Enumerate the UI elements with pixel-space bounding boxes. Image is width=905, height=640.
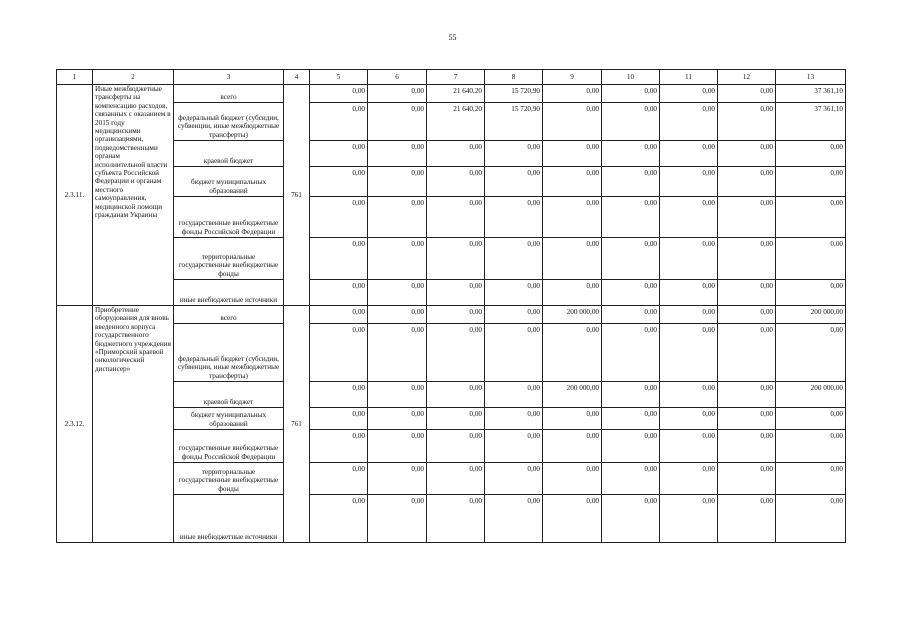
value-cell: 0,00 (310, 463, 368, 495)
value-cell: 37 361,10 (776, 85, 846, 103)
item-code: 2.3.11. (57, 85, 93, 306)
value-cell: 0,00 (427, 167, 485, 197)
table-row (57, 430, 846, 463)
value-cell: 200 000,00 (543, 382, 602, 408)
value-cell: 0,00 (660, 141, 718, 167)
value-cell: 0,00 (776, 280, 846, 306)
funding-source: федеральный бюджет (субсидии, субвенции, иные межбюджетные трансферты) (174, 324, 284, 382)
value-cell: 0,00 (602, 238, 660, 280)
funding-source: территориальные государственные внебюджетные фонды (174, 463, 284, 495)
value-cell: 0,00 (718, 463, 776, 495)
value-cell: 0,00 (310, 280, 368, 306)
value-cell: 0,00 (485, 141, 543, 167)
value-cell: 0,00 (427, 382, 485, 408)
value-cell: 0,00 (485, 430, 543, 463)
value-cell: 0,00 (543, 167, 602, 197)
table-row (57, 408, 846, 430)
table-body (57, 70, 846, 543)
value-cell: 0,00 (543, 495, 602, 543)
value-cell: 0,00 (543, 463, 602, 495)
value-cell: 0,00 (310, 324, 368, 382)
value-cell: 0,00 (368, 430, 427, 463)
page-number: 55 (448, 33, 457, 42)
value-cell: 0,00 (776, 141, 846, 167)
value-cell: 0,00 (427, 324, 485, 382)
value-cell: 0,00 (660, 238, 718, 280)
value-cell: 0,00 (368, 103, 427, 141)
header-cell: 4 (284, 70, 310, 85)
value-cell: 0,00 (718, 103, 776, 141)
funding-source: бюджет муниципальных образований (174, 167, 284, 197)
value-cell: 0,00 (718, 197, 776, 238)
value-cell: 0,00 (602, 463, 660, 495)
value-cell: 0,00 (368, 238, 427, 280)
value-cell: 0,00 (718, 306, 776, 324)
value-cell: 0,00 (485, 238, 543, 280)
value-cell: 0,00 (368, 463, 427, 495)
header-cell: 9 (543, 70, 602, 85)
value-cell: 0,00 (543, 197, 602, 238)
value-cell: 15 720,90 (485, 85, 543, 103)
value-cell: 0,00 (485, 495, 543, 543)
value-cell: 0,00 (427, 141, 485, 167)
value-cell: 21 640,20 (427, 85, 485, 103)
value-cell: 0,00 (660, 306, 718, 324)
header-cell: 1 (57, 70, 93, 85)
value-cell: 0,00 (602, 306, 660, 324)
value-cell: 0,00 (660, 495, 718, 543)
value-cell: 0,00 (485, 382, 543, 408)
value-cell: 0,00 (660, 408, 718, 430)
value-cell: 0,00 (776, 197, 846, 238)
value-cell: 200 000,00 (543, 306, 602, 324)
funding-source: всего (174, 85, 284, 103)
funding-source: государственные внебюджетные фонды Российской Федерации (174, 430, 284, 463)
value-cell: 0,00 (543, 430, 602, 463)
value-cell: 0,00 (310, 238, 368, 280)
value-cell: 0,00 (718, 238, 776, 280)
header-cell: 10 (602, 70, 660, 85)
table-row (57, 495, 846, 543)
value-cell: 0,00 (427, 495, 485, 543)
value-cell: 0,00 (310, 408, 368, 430)
header-cell: 11 (660, 70, 718, 85)
value-cell: 0,00 (485, 167, 543, 197)
funding-source: федеральный бюджет (субсидии, субвенции, иные межбюджетные трансферты) (174, 103, 284, 141)
table-row (57, 103, 846, 141)
value-cell: 0,00 (368, 408, 427, 430)
value-cell: 0,00 (310, 382, 368, 408)
value-cell: 0,00 (310, 306, 368, 324)
value-cell: 0,00 (310, 167, 368, 197)
value-cell: 0,00 (718, 382, 776, 408)
value-cell: 0,00 (776, 238, 846, 280)
item-name: Иные межбюджетные трансферты на компенсацию расходов, связанных с оказанием в 2015 году медицинскими организациями, подведомственными органам исполнительной власти субъекта Российской Федерации и органам местного самоуправления, медицинской помощи гражданам Украины (93, 85, 174, 306)
value-cell: 200 000,00 (776, 306, 846, 324)
funding-source: иные внебюджетные источники (174, 280, 284, 306)
funding-source: краевой бюджет (174, 382, 284, 408)
value-cell: 0,00 (427, 280, 485, 306)
value-cell: 0,00 (602, 167, 660, 197)
value-cell: 0,00 (660, 197, 718, 238)
value-cell: 0,00 (368, 306, 427, 324)
table-row (57, 306, 846, 324)
value-cell: 37 361,10 (776, 103, 846, 141)
table-header-row (57, 70, 846, 85)
value-cell: 0,00 (602, 103, 660, 141)
header-cell: 13 (776, 70, 846, 85)
value-cell: 0,00 (368, 141, 427, 167)
value-cell: 0,00 (602, 495, 660, 543)
value-cell: 0,00 (368, 324, 427, 382)
budget-code: 761 (284, 85, 310, 306)
value-cell: 0,00 (718, 141, 776, 167)
table-row (57, 382, 846, 408)
value-cell: 0,00 (485, 197, 543, 238)
value-cell: 0,00 (776, 324, 846, 382)
value-cell: 0,00 (310, 103, 368, 141)
value-cell: 0,00 (602, 280, 660, 306)
item-code: 2.3.12. (57, 306, 93, 543)
funding-source: государственные внебюджетные фонды Российской Федерации (174, 197, 284, 238)
value-cell: 0,00 (310, 85, 368, 103)
value-cell: 21 640,20 (427, 103, 485, 141)
funding-source: всего (174, 306, 284, 324)
value-cell: 0,00 (660, 382, 718, 408)
value-cell: 0,00 (368, 382, 427, 408)
header-cell: 12 (718, 70, 776, 85)
budget-code: 761 (284, 306, 310, 543)
value-cell: 0,00 (660, 103, 718, 141)
value-cell: 0,00 (602, 324, 660, 382)
value-cell: 0,00 (776, 167, 846, 197)
value-cell: 0,00 (368, 85, 427, 103)
value-cell: 0,00 (543, 103, 602, 141)
value-cell: 0,00 (660, 463, 718, 495)
value-cell: 0,00 (543, 85, 602, 103)
table-row (57, 85, 846, 103)
header-cell: 5 (310, 70, 368, 85)
value-cell: 0,00 (718, 495, 776, 543)
header-cell: 3 (174, 70, 284, 85)
value-cell: 0,00 (718, 85, 776, 103)
table-row (57, 167, 846, 197)
value-cell: 200 000,00 (776, 382, 846, 408)
value-cell: 0,00 (602, 382, 660, 408)
header-cell: 6 (368, 70, 427, 85)
header-cell: 8 (485, 70, 543, 85)
header-cell: 2 (93, 70, 174, 85)
value-cell: 0,00 (427, 408, 485, 430)
table-row (57, 238, 846, 280)
value-cell: 0,00 (776, 408, 846, 430)
value-cell: 0,00 (776, 430, 846, 463)
funding-source: бюджет муниципальных образований (174, 408, 284, 430)
table-row (57, 324, 846, 382)
value-cell: 0,00 (602, 197, 660, 238)
value-cell: 0,00 (485, 324, 543, 382)
value-cell: 0,00 (368, 167, 427, 197)
budget-table (56, 69, 846, 543)
value-cell: 0,00 (543, 408, 602, 430)
value-cell: 0,00 (602, 408, 660, 430)
value-cell: 0,00 (485, 463, 543, 495)
value-cell: 0,00 (485, 408, 543, 430)
funding-source: территориальные государственные внебюджетные фонды (174, 238, 284, 280)
value-cell: 0,00 (310, 430, 368, 463)
value-cell: 0,00 (602, 430, 660, 463)
value-cell: 0,00 (718, 324, 776, 382)
value-cell: 0,00 (776, 495, 846, 543)
funding-source: иные внебюджетные источники (174, 495, 284, 543)
value-cell: 0,00 (368, 280, 427, 306)
value-cell: 0,00 (427, 238, 485, 280)
value-cell: 0,00 (310, 197, 368, 238)
value-cell: 0,00 (660, 324, 718, 382)
header-cell: 7 (427, 70, 485, 85)
value-cell: 0,00 (427, 197, 485, 238)
value-cell: 0,00 (427, 463, 485, 495)
value-cell: 0,00 (485, 306, 543, 324)
table-row (57, 197, 846, 238)
funding-source: краевой бюджет (174, 141, 284, 167)
value-cell: 0,00 (310, 495, 368, 543)
value-cell: 0,00 (718, 280, 776, 306)
value-cell: 0,00 (543, 141, 602, 167)
value-cell: 0,00 (602, 141, 660, 167)
value-cell: 0,00 (543, 238, 602, 280)
value-cell: 0,00 (660, 430, 718, 463)
value-cell: 0,00 (660, 167, 718, 197)
value-cell: 15 720,90 (485, 103, 543, 141)
value-cell: 0,00 (427, 306, 485, 324)
value-cell: 0,00 (602, 85, 660, 103)
value-cell: 0,00 (718, 167, 776, 197)
value-cell: 0,00 (543, 324, 602, 382)
value-cell: 0,00 (718, 408, 776, 430)
value-cell: 0,00 (660, 280, 718, 306)
value-cell: 0,00 (660, 85, 718, 103)
value-cell: 0,00 (368, 495, 427, 543)
table-row (57, 463, 846, 495)
table-row (57, 141, 846, 167)
value-cell: 0,00 (776, 463, 846, 495)
value-cell: 0,00 (718, 430, 776, 463)
table-row (57, 280, 846, 306)
value-cell: 0,00 (485, 280, 543, 306)
value-cell: 0,00 (368, 197, 427, 238)
item-name: Приобретение оборудования для вновь введенного корпуса государственного бюджетного учреждения «Приморский краевой онкологический диспансер» (93, 306, 174, 543)
value-cell: 0,00 (427, 430, 485, 463)
value-cell: 0,00 (543, 280, 602, 306)
value-cell: 0,00 (310, 141, 368, 167)
